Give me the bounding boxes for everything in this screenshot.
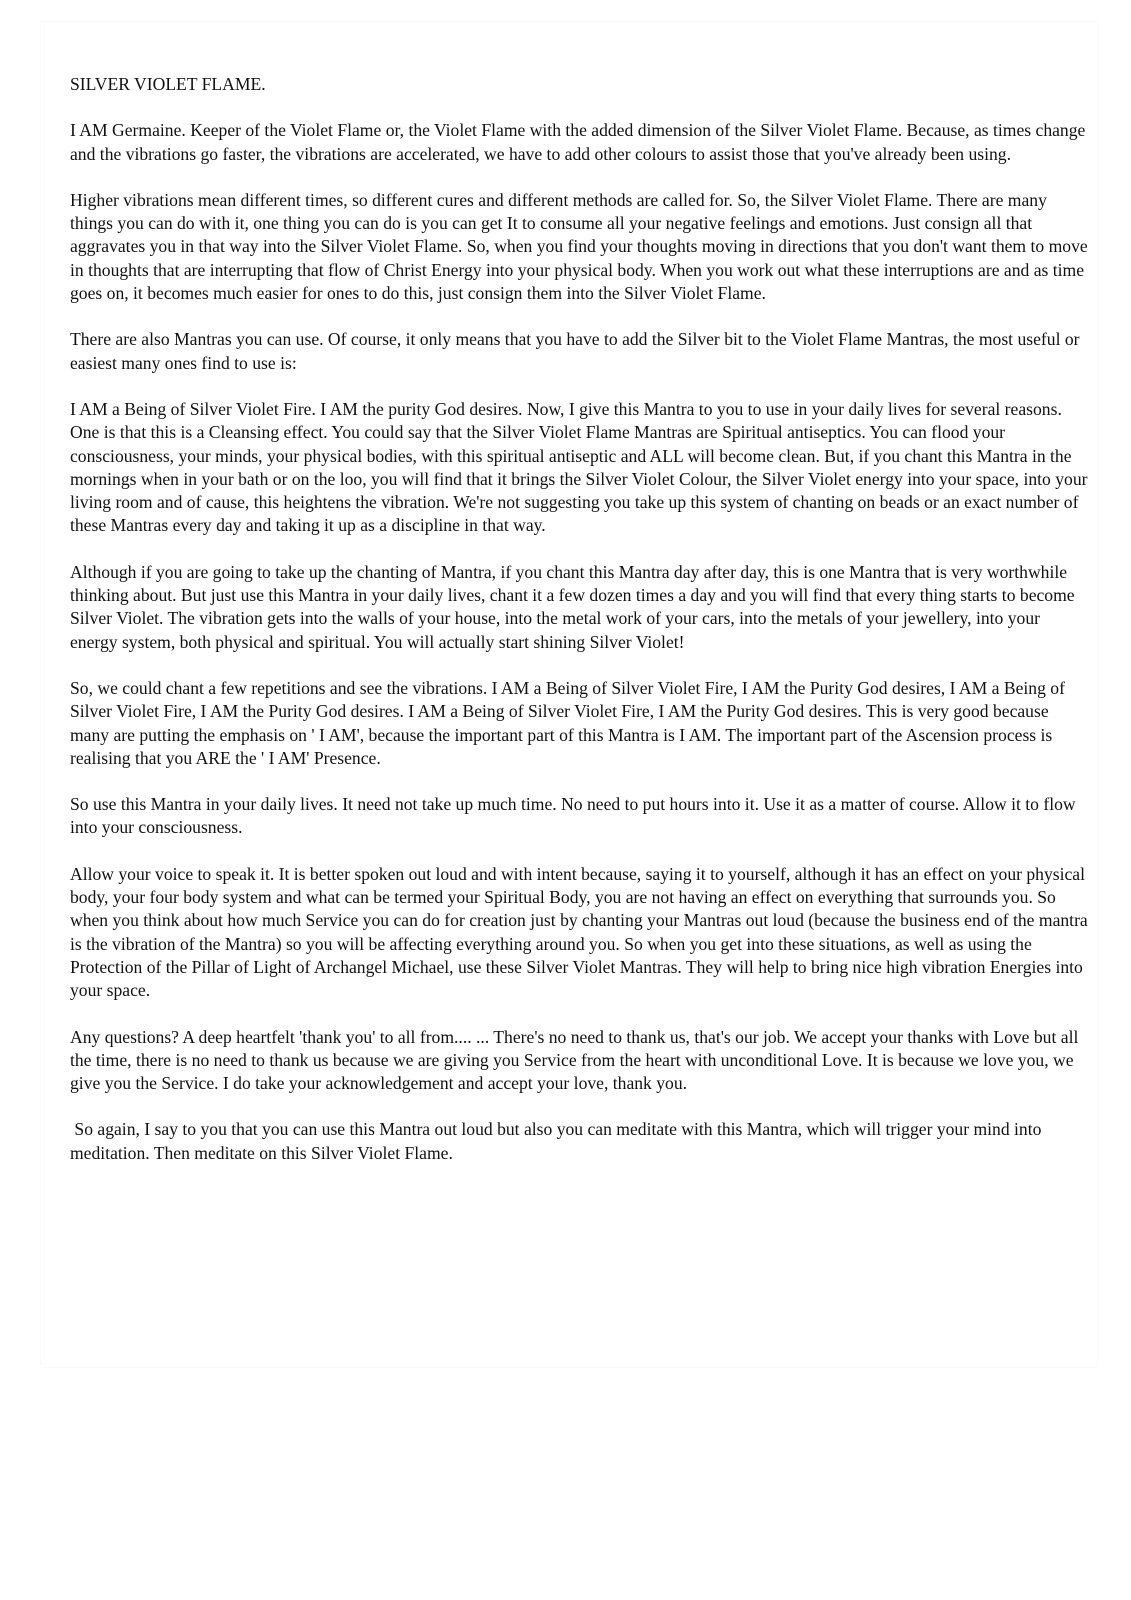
- paragraph-1: I AM Germaine. Keeper of the Violet Flame or, the Violet Flame with the added dimension of the Silver Violet Flame. Because, as times change and the vibrations go faster, the vibrations are accelerated, we have to add other colours to assist those that you've already been using.: [70, 120, 1086, 164]
- paragraph-7: So use this Mantra in your daily lives. It need not take up much time. No need to put hours into it. Use it as a matter of course. Allow it to flow into your consciousness.: [70, 794, 1076, 838]
- paragraph-10: So again, I say to you that you can use this Mantra out loud but also you can meditate with this Mantra, which will trigger your mind into meditation. Then meditate on this Silver Violet Flame.: [70, 1119, 1046, 1163]
- paragraph-6: So, we could chant a few repetitions and see the vibrations. I AM a Being of Silver Violet Fire, I AM the Purity God desires, I AM a Being of Silver Violet Fire, I AM the Purity God desires. I AM a Being of Silver Violet Fire, I AM the Purity God desires. This is very good because many are putting the emphasis on ' I AM', because the important part of this Mantra is I AM. The important part of the Ascension process is realising that you ARE the ' I AM' Presence.: [70, 677, 1065, 768]
- paragraph-3: There are also Mantras you can use. Of course, it only means that you have to add the Silver bit to the Violet Flame Mantras, the most useful or easiest many ones find to use is:: [70, 329, 1080, 373]
- paragraph-4: I AM a Being of Silver Violet Fire. I AM the purity God desires. Now, I give this Mantra to you to use in your daily lives for several reasons. One is that this is a Cleansing effect. You could say that the Silver Violet Flame Mantras are Spiritual antiseptics. You can flood your consciousness, your minds, your physical bodies, with this spiritual antiseptic and ALL will become clean. But, if you chant this Mantra in the mornings when in your bath or on the loo, you will find that it brings the Silver Violet Colour, the Silver Violet energy into your space, into your living room and of cause, this heightens the vibration. We're not suggesting you take up this system of chanting on beads or an exact number of these Mantras every day and taking it up as a discipline in that way.: [70, 398, 1088, 536]
- document-body: [70, 73, 1090, 1188]
- paragraph-9: Any questions? A deep heartfelt 'thank you' to all from.... ... There's no need to thank us, that's our job. We accept your thanks with Love but all the time, there is no need to thank us because we are giving you Service from the heart with unconditional Love. It is because we love you, we give you the Service. I do take your acknowledgement and accept your love, thank you.: [70, 1026, 1079, 1094]
- document-title: SILVER VIOLET FLAME.: [70, 74, 266, 94]
- paragraph-2: Higher vibrations mean different times, so different cures and different methods are called for. So, the Silver Violet Flame. There are many things you can do with it, one thing you can do is you can get It to consume all your negative feelings and emotions. Just consign all that aggravates you in that way into the Silver Violet Flame. So, when you find your thoughts moving in directions that you don't want them to move in thoughts that are interrupting that flow of Christ Energy into your physical body. When you work out what these interruptions are and as time goes on, it becomes much easier for ones to do this, just consign them into the Silver Violet Flame.: [70, 189, 1088, 304]
- paragraph-5: Although if you are going to take up the chanting of Mantra, if you chant this Mantra day after day, this is one Mantra that is very worthwhile thinking about. But just use this Mantra in your daily lives, chant it a few dozen times a day and you will find that every thing starts to become Silver Violet. The vibration gets into the walls of your house, into the metal work of your cars, into the metals of your jewellery, into your energy system, both physical and spiritual. You will actually start shining Silver Violet!: [70, 561, 1075, 652]
- paragraph-8: Allow your voice to speak it. It is better spoken out loud and with intent because, saying it to yourself, although it has an effect on your physical body, your four body system and what can be termed your Spiritual Body, you are not having an effect on everything that surrounds you. So when you think about how much Service you can do for creation just by chanting your Mantras out loud (because the business end of the mantra is the vibration of the Mantra) so you will be affecting everything around you. So when you get into these situations, as well as using the Protection of the Pillar of Light of Archangel Michael, use these Silver Violet Mantras. They will help to bring nice high vibration Energies into your space.: [70, 863, 1088, 1001]
